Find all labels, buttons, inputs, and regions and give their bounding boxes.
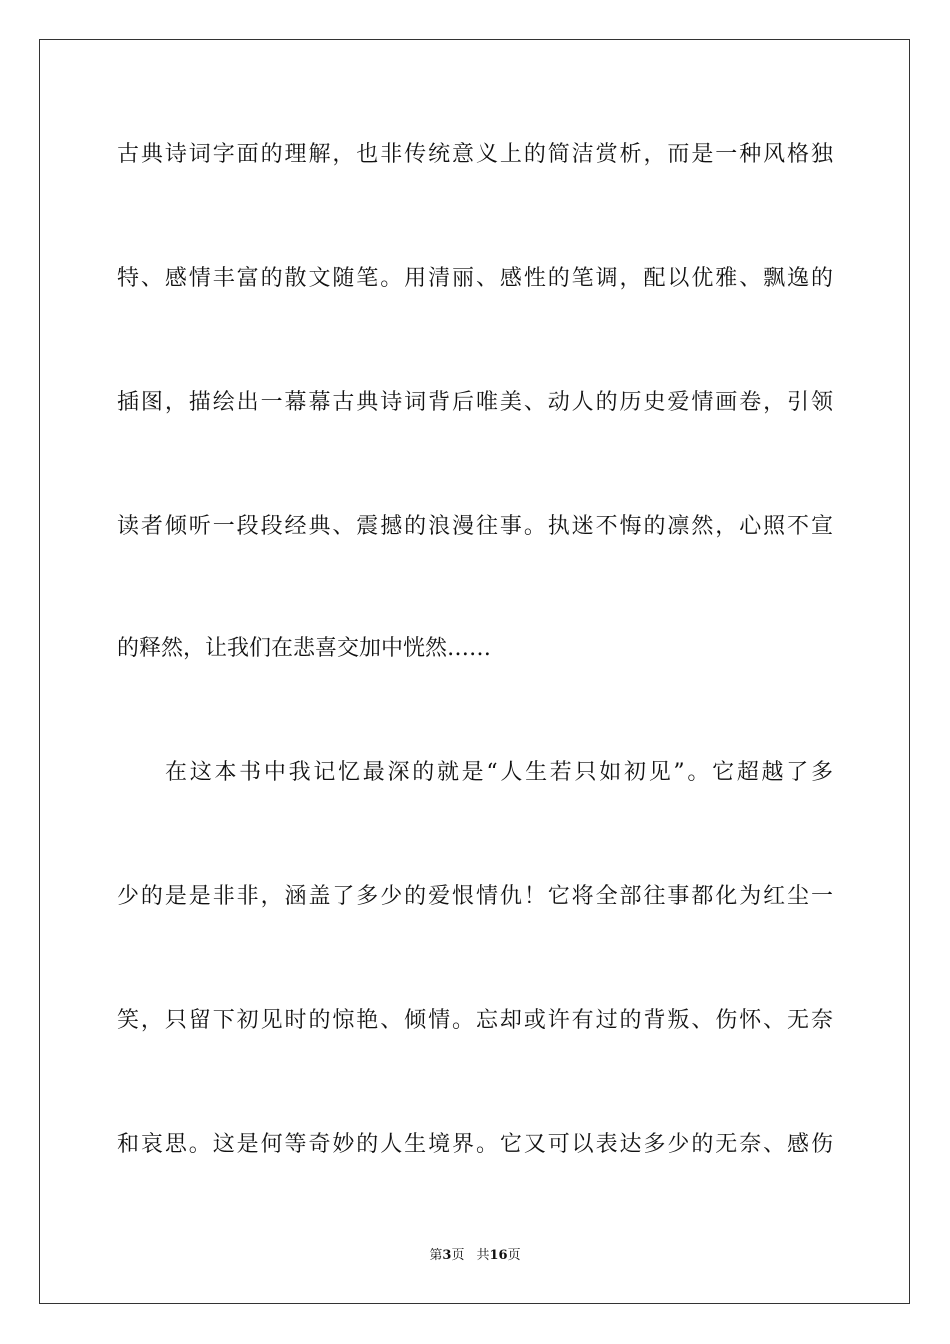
body-line-6: 在这本书中我记忆最深的就是“人生若只如初见”。它超越了多 xyxy=(165,760,833,785)
footer-total-suffix: 页 xyxy=(507,1248,521,1263)
footer-page-number: 3 xyxy=(442,1248,452,1263)
body-line-3: 插图，描绘出一幕幕古典诗词背后唯美、动人的历史爱情画卷，引领 xyxy=(117,390,833,415)
body-line-5: 的释然，让我们在悲喜交加中恍然…… xyxy=(117,636,492,661)
footer-total-pages: 16 xyxy=(489,1248,508,1263)
body-line-9: 和哀思。这是何等奇妙的人生境界。它又可以表达多少的无奈、感伤 xyxy=(117,1132,833,1157)
page-border xyxy=(39,39,910,1304)
footer-page-suffix: 页 xyxy=(451,1248,465,1263)
body-line-4: 读者倾听一段段经典、震撼的浪漫往事。执迷不悔的凛然，心照不宣 xyxy=(117,514,833,539)
body-line-7: 少的是是非非，涵盖了多少的爱恨情仇！它将全部往事都化为红尘一 xyxy=(117,884,833,909)
body-line-8: 笑，只留下初见时的惊艳、倾情。忘却或许有过的背叛、伤怀、无奈 xyxy=(117,1008,833,1033)
page-footer xyxy=(0,1247,950,1265)
footer-total-prefix: 共 xyxy=(476,1248,490,1263)
body-line-1: 古典诗词字面的理解，也非传统意义上的简洁赏析，而是一种风格独 xyxy=(117,142,833,167)
body-line-2: 特、感情丰富的散文随笔。用清丽、感性的笔调，配以优雅、飘逸的 xyxy=(117,266,833,291)
footer-page-prefix: 第 xyxy=(429,1248,443,1263)
